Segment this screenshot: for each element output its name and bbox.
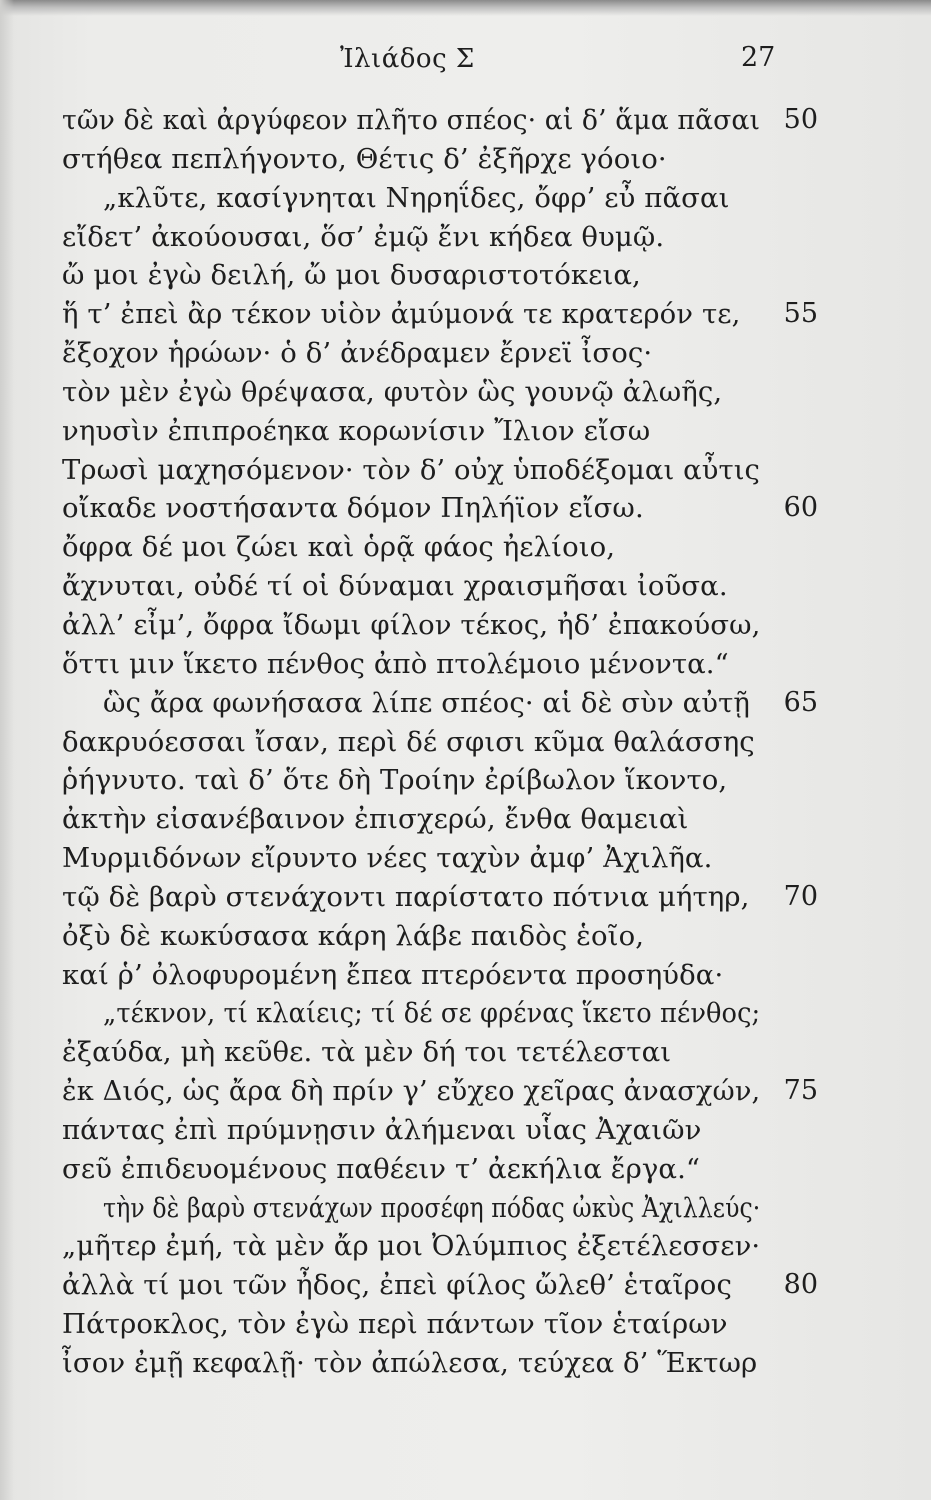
line-number: 55 — [783, 298, 818, 330]
verse-line-text: καί ῥ’ ὀλοφυρομένη ἔπεα πτερόεντα προσηύδα· — [62, 958, 724, 991]
verse-line-text: τῶν δὲ καὶ ἀργύφεον πλῆτο σπέος· αἱ δ’ ἅμα πᾶσαι — [62, 104, 760, 136]
verse-line-text: ὀξὺ δὲ κωκύσασα κάρη λάβε παιδὸς ἑοῖο, — [62, 919, 645, 952]
verse-line — [0, 1189, 931, 1228]
verse-line — [0, 800, 931, 839]
verse-line — [0, 567, 931, 606]
verse-line — [0, 1111, 931, 1150]
verse-line-text: ὣς ἄρα φωνήσασα λίπε σπέος· αἱ δὲ σὺν αὐτῇ — [103, 686, 750, 719]
verse-line — [0, 1227, 931, 1266]
verse-line-text: ῥήγνυτο. ταὶ δ’ ὅτε δὴ Τροίην ἐρίβωλον ἵκοντο, — [62, 764, 728, 797]
verse-line — [0, 179, 931, 218]
verse-line — [0, 956, 931, 995]
verse-line-text: ἀκτὴν εἰσανέβαινον ἐπισχερώ, ἔνθα θαμειαὶ — [62, 803, 689, 836]
verse-line-text: σεῦ ἐπιδευομένους παθέειν τ’ ἀεκήλια ἔργα.“ — [62, 1152, 701, 1185]
verse-line-text: πάντας ἐπὶ πρύμνῃσιν ἀλήμεναι υἷας Ἀχαιῶν — [62, 1113, 702, 1146]
verse-line-text: ἐξαύδα, μὴ κεῦθε. τὰ μὲν δή τοι τετέλεσται — [62, 1036, 672, 1069]
verse-line — [0, 994, 931, 1033]
line-number: 80 — [783, 1269, 818, 1301]
verse-text-block — [0, 101, 931, 1383]
verse-line — [0, 761, 931, 800]
verse-line — [0, 606, 931, 645]
verse-line — [0, 1344, 931, 1383]
verse-line — [0, 373, 931, 412]
verse-line — [0, 1305, 931, 1344]
verse-line — [0, 1150, 931, 1189]
verse-line-text: „τέκνον, τί κλαίεις; τί δέ σε φρένας ἵκετο πένθος; — [103, 997, 761, 1030]
verse-line-text: ὅττι μιν ἵκετο πένθος ἀπὸ πτολέμοιο μένοντα.“ — [62, 647, 729, 680]
verse-line-text: τὴν δὲ βαρὺ στενάχων προσέφη πόδας ὠκὺς Ἀχιλλεύς· — [103, 1191, 761, 1224]
verse-line-text: δακρυόεσσαι ἴσαν, περὶ δέ σφισι κῦμα θαλάσσης — [62, 725, 755, 758]
verse-line — [0, 878, 931, 917]
verse-line-text: ἀλλὰ τί μοι τῶν ἦδος, ἐπεὶ φίλος ὤλεθ’ ἑταῖρος — [62, 1269, 732, 1302]
verse-line-text: ἀλλ’ εἶμ’, ὄφρα ἴδωμι φίλον τέκος, ἠδ’ ἐπακούσω, — [62, 608, 761, 641]
verse-line-text: οἴκαδε νοστήσαντα δόμον Πηλήϊον εἴσω. — [62, 492, 644, 525]
verse-line-text: τῷ δὲ βαρὺ στενάχοντι παρίστατο πότνια μήτηρ, — [62, 880, 750, 913]
verse-line — [0, 140, 931, 179]
line-number: 60 — [783, 492, 818, 524]
verse-line — [0, 839, 931, 878]
line-number: 75 — [783, 1075, 818, 1107]
verse-line — [0, 489, 931, 528]
running-head-title: Ἰλιάδος Σ — [340, 44, 475, 74]
verse-line — [0, 451, 931, 490]
verse-line — [0, 101, 931, 140]
verse-line-text: ἔξοχον ἡρώων· ὁ δ’ ἀνέδραμεν ἔρνεϊ ἶσος· — [62, 337, 653, 370]
verse-line — [0, 256, 931, 295]
verse-line — [0, 1033, 931, 1072]
verse-line — [0, 645, 931, 684]
verse-line-text: Τρωσὶ μαχησόμενον· τὸν δ’ οὐχ ὑποδέξομαι αὖτις — [62, 453, 760, 486]
line-number: 65 — [783, 686, 818, 718]
page-top-shadow — [0, 0, 931, 16]
verse-line-text: εἴδετ’ ἀκούουσαι, ὅσ’ ἐμῷ ἔνι κήδεα θυμῷ. — [62, 220, 665, 253]
verse-line-text: „κλῦτε, κασίγνηται Νηρηΐδες, ὄφρ’ εὖ πᾶσαι — [103, 181, 730, 214]
verse-line — [0, 295, 931, 334]
verse-line — [0, 723, 931, 762]
verse-line-text: νηυσὶν ἐπιπροέηκα κορωνίσιν Ἴλιον εἴσω — [62, 414, 651, 447]
page-number: 27 — [741, 42, 776, 73]
verse-line-text: στήθεα πεπλήγοντο, Θέτις δ’ ἐξῆρχε γόοιο· — [62, 142, 667, 175]
verse-line — [0, 218, 931, 257]
line-number: 50 — [783, 104, 818, 135]
verse-line-text: τὸν μὲν ἐγὼ θρέψασα, φυτὸν ὣς γουνῷ ἀλωῆς, — [62, 375, 723, 408]
verse-line — [0, 917, 931, 956]
running-head — [0, 38, 931, 78]
verse-line-text: Πάτροκλος, τὸν ἐγὼ περὶ πάντων τῖον ἑταίρων — [62, 1308, 728, 1341]
verse-line-text: ὄφρα δέ μοι ζώει καὶ ὁρᾷ φάος ἠελίοιο, — [62, 531, 616, 564]
verse-line-text: Μυρμιδόνων εἴρυντο νέες ταχὺν ἀμφ’ Ἀχιλῆα. — [62, 842, 713, 875]
verse-line — [0, 1266, 931, 1305]
verse-line — [0, 334, 931, 373]
verse-line-text: ἥ τ’ ἐπεὶ ἂρ τέκον υἱὸν ἀμύμονά τε κρατερόν τε, — [62, 298, 741, 331]
line-number: 70 — [783, 880, 818, 912]
verse-line-text: ἶσον ἐμῇ κεφαλῇ· τὸν ἀπώλεσα, τεύχεα δ’ Ἕκτωρ — [62, 1347, 758, 1379]
verse-line-text: ὤ μοι ἐγὼ δειλή, ὤ μοι δυσαριστοτόκεια, — [62, 259, 641, 292]
verse-line — [0, 684, 931, 723]
verse-line-text: ἐκ Διός, ὡς ἄρα δὴ πρίν γ’ εὔχεο χεῖρας ἀνασχών, — [62, 1075, 761, 1108]
verse-line — [0, 1072, 931, 1111]
verse-line — [0, 528, 931, 567]
verse-line-text: ἄχνυται, οὐδέ τί οἱ δύναμαι χραισμῆσαι ἰοῦσα. — [62, 570, 728, 603]
verse-line-text: „μῆτερ ἐμή, τὰ μὲν ἄρ μοι Ὀλύμπιος ἐξετέλεσσεν· — [62, 1230, 761, 1263]
verse-line — [0, 412, 931, 451]
